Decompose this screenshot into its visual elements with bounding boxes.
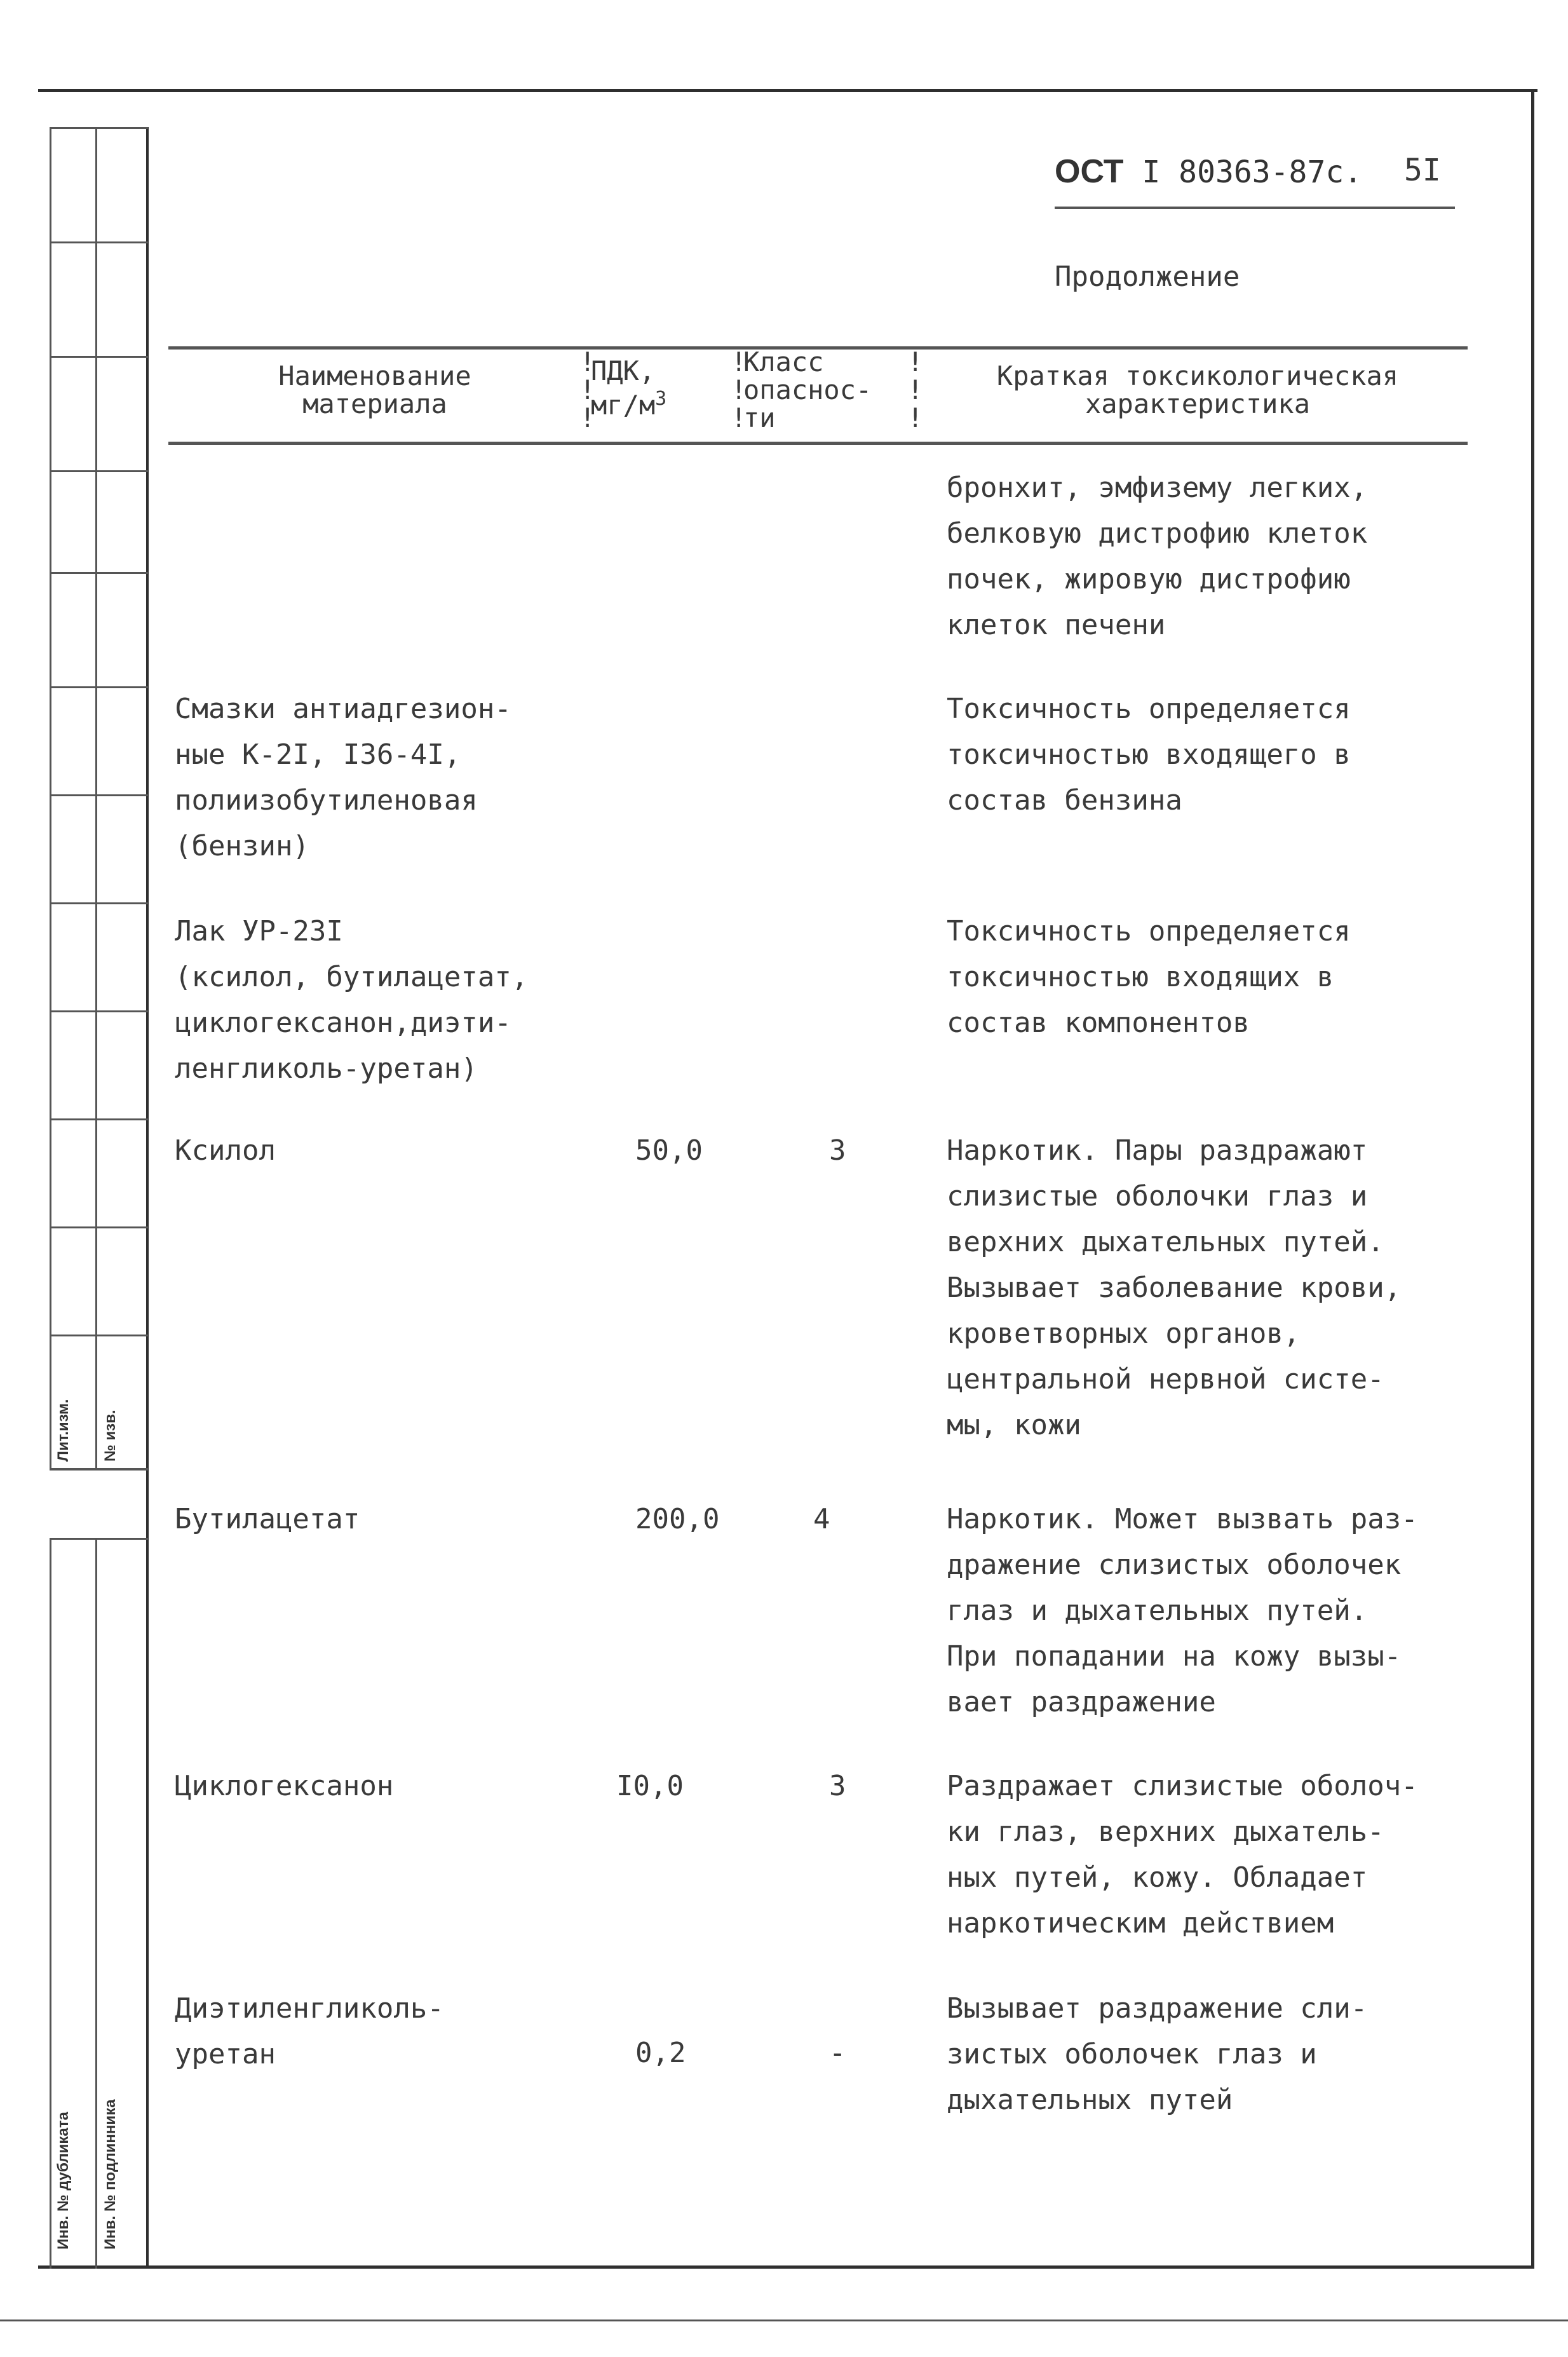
stamp-lower-mid xyxy=(95,1538,97,2269)
stamp-row-7 xyxy=(50,794,148,796)
page-number: 5I xyxy=(1404,153,1441,188)
stamp-lower-left xyxy=(50,1538,51,2269)
frame-right-line xyxy=(1531,89,1534,2269)
header-toxicology: Краткая токсикологическая характеристика xyxy=(996,360,1399,419)
table-row-5-name: Циклогексанон xyxy=(175,1770,394,1802)
table-row-4-name: Бутилацетат xyxy=(175,1503,360,1535)
table-row-2-name: Лак УР-23I (ксилол, бутилацетат, циклогексанон,диэти- ленгликоль-уретан) xyxy=(175,915,529,1085)
table-header-bottom-rule xyxy=(168,442,1468,445)
stamp-no-izv: № изв. xyxy=(102,1409,119,1462)
stamp-row-6 xyxy=(50,686,148,688)
header-separator-1: ! ! ! xyxy=(579,346,596,433)
table-row-4-hazard: 4 xyxy=(813,1503,830,1535)
table-row-6-toxicology: Вызывает раздражение сли- зистых оболочек глаз и дыхательных путей xyxy=(947,1992,1368,2116)
stamp-lit-izm: Лит.изм. xyxy=(55,1399,72,1462)
stamp-row-4 xyxy=(50,470,148,472)
stamp-lower-top xyxy=(50,1538,148,1540)
table-row-5-pdk: I0,0 xyxy=(616,1770,684,1802)
stamp-row-5 xyxy=(50,572,148,574)
page-bottom-rule xyxy=(0,2320,1568,2321)
stamp-inv-dubl: Инв. № дубликата xyxy=(55,2112,72,2250)
stamp-inv-podl: Инв. № подлинника xyxy=(102,2099,119,2250)
table-row-6-hazard: - xyxy=(829,2037,846,2069)
frame-left-line xyxy=(146,127,149,2269)
header-hazard-class: Класс опаснос- ти xyxy=(743,346,872,433)
table-row-6-pdk: 0,2 xyxy=(635,2037,686,2069)
table-row-5-hazard: 3 xyxy=(829,1770,846,1802)
header-pdk xyxy=(591,357,680,419)
table-row-5-toxicology: Раздражает слизистые оболоч- ки глаз, верхних дыхатель- ных путей, кожу. Обладает наркотическим действием xyxy=(947,1770,1418,1939)
header-separator-2: ! ! ! xyxy=(731,346,747,433)
table-row-3-pdk: 50,0 xyxy=(635,1134,703,1167)
stamp-row-9 xyxy=(50,1010,148,1012)
stamp-row-13 xyxy=(50,1468,148,1471)
table-row-3-name: Ксилол xyxy=(175,1134,276,1167)
table-row-6-name: Диэтиленгликоль- уретан xyxy=(175,1992,444,2070)
table-row-0-toxicology: бронхит, эмфизему легких, белковую дистрофию клеток почек, жировую дистрофию клеток печени xyxy=(947,472,1368,641)
table-row-1-name: Смазки антиадгезион- ные К-2I, I36-4I, полиизобутиленовая (бензин) xyxy=(175,693,511,862)
header-material-name: Наименование материала xyxy=(278,360,471,419)
stamp-column-mid xyxy=(95,127,97,1468)
document-code-number: I 80363-87с. xyxy=(1123,154,1363,190)
stamp-row-10 xyxy=(50,1118,148,1120)
table-row-4-toxicology: Наркотик. Может вызвать раз- дражение слизистых оболочек глаз и дыхательных путей. При попадании на кожу вызы- вает раздражение xyxy=(947,1503,1418,1718)
frame-bottom-line xyxy=(38,2265,1534,2269)
stamp-row-12 xyxy=(50,1335,148,1336)
stamp-row-1 xyxy=(50,127,148,129)
table-row-2-toxicology: Токсичность определяется токсичностью входящих в состав компонентов xyxy=(947,915,1351,1039)
table-row-1-toxicology: Токсичность определяется токсичностью входящего в состав бензина xyxy=(947,693,1351,817)
table-row-3-toxicology: Наркотик. Пары раздражают слизистые оболочки глаз и верхних дыхательных путей. Вызывает заболевание крови, кроветворных органов, центральной нервной систе- мы, кожи xyxy=(947,1134,1402,1441)
continuation-label: Продолжение xyxy=(1055,261,1240,293)
stamp-row-2 xyxy=(50,241,148,243)
document-code xyxy=(1055,153,1362,191)
stamp-row-11 xyxy=(50,1226,148,1228)
frame-top-line xyxy=(38,89,1538,92)
stamp-row-8 xyxy=(50,902,148,904)
document-code-underline xyxy=(1055,207,1455,209)
table-row-3-hazard: 3 xyxy=(829,1134,846,1167)
table-row-4-pdk: 200,0 xyxy=(635,1503,720,1535)
stamp-column-left xyxy=(50,127,51,1468)
header-pdk-superscript: 3 xyxy=(655,388,667,410)
document-code-standard: ОСТ xyxy=(1055,153,1124,190)
header-separator-3: ! ! ! xyxy=(907,346,924,433)
stamp-row-3 xyxy=(50,356,148,358)
header-pdk-text: ПДК, мг/м xyxy=(591,355,656,421)
